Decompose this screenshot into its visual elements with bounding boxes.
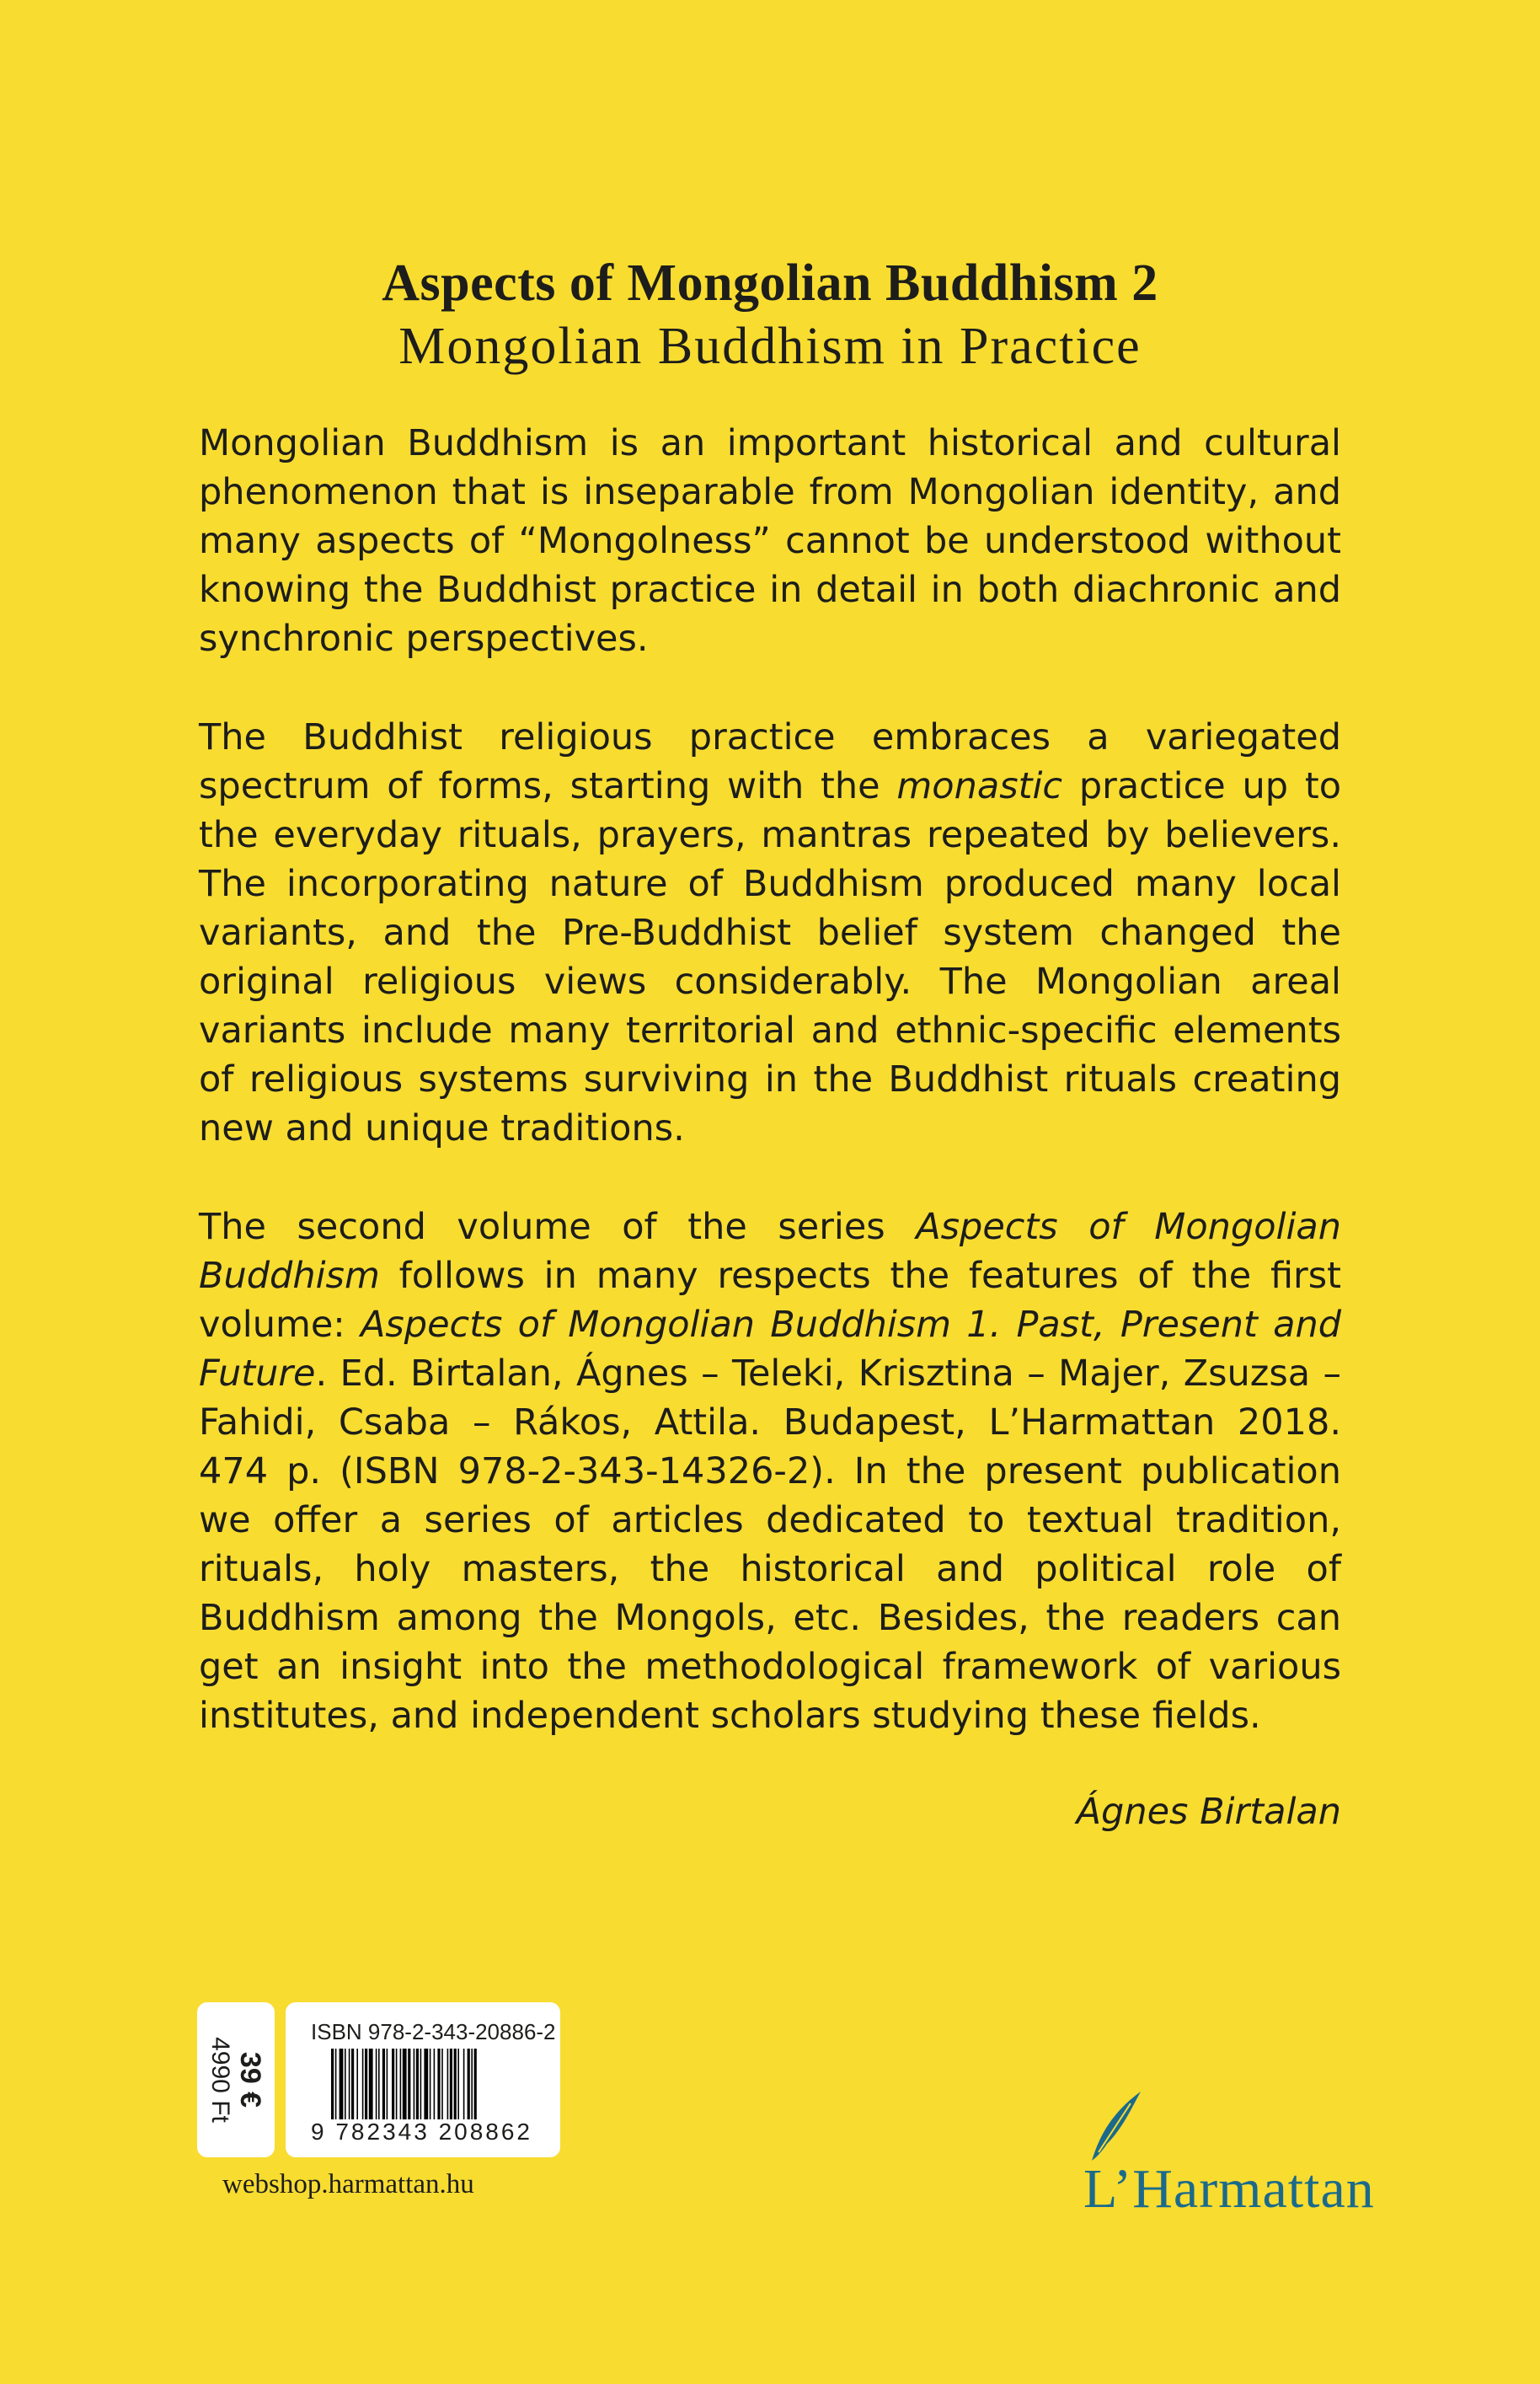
barcode-bar: [369, 2049, 373, 2119]
barcode-bar: [474, 2049, 477, 2119]
barcode-bar: [454, 2049, 457, 2119]
barcode-bar: [331, 2049, 334, 2119]
barcode-bar: [387, 2049, 388, 2119]
barcode-bar: [376, 2049, 377, 2119]
book-title: Aspects of Mongolian Buddhism 2: [382, 254, 1158, 312]
barcode-bar: [349, 2049, 350, 2119]
price-huf: 4990 Ft: [206, 2037, 234, 2123]
barcode-bar: [396, 2049, 398, 2119]
barcode-bar: [351, 2049, 354, 2119]
emphasis: monastic: [896, 765, 1063, 807]
series-title: Aspects of Mongolian Buddhism: [199, 1206, 1341, 1297]
barcode-bar: [424, 2049, 428, 2119]
text-span: . Ed. Birtalan, Ágnes – Teleki, Krisztina – Majer, Zsuzsa – Fahidi, Csaba – Rákos, Attila. Budapest, L’Harmattan 2018. 474 p. (ISBN 978-2-343-14326-2). In the present publication we offer a series of articles dedicated to textual tradition, rituals, holy masters, the historical and political role of Buddhism among the Mongols, etc. Besides, the readers can get an insight into the methodological framework of various institutes, and independent scholars studying these fields.: [199, 1353, 1341, 1737]
price-eur: 39 €: [234, 2051, 266, 2108]
first-volume-title: Aspects of Mongolian Buddhism 1. Past, Present and Future: [199, 1304, 1341, 1395]
blurb-paragraph-1: Mongolian Buddhism is an important historical and cultural phenomenon that is inseparable from Mongolian identity, and many aspects of “Mongolness” cannot be understood without knowing the Buddhist practice in detail in both diachronic and synchronic perspectives.: [199, 422, 1341, 660]
barcode-bar: [392, 2049, 394, 2119]
barcode-bar: [345, 2049, 346, 2119]
text-span: follows in many respects the features of the first volume:: [199, 1255, 1341, 1346]
barcode-bar: [447, 2049, 449, 2119]
barcode-bar: [434, 2049, 436, 2119]
barcode-bar: [356, 2049, 358, 2119]
barcode-bar: [335, 2049, 337, 2119]
book-subtitle: Mongolian Buddhism in Practice: [398, 318, 1142, 375]
barcode-bar: [408, 2049, 410, 2119]
webshop-url: webshop.harmattan.hu: [222, 2169, 474, 2199]
publisher-logo: L’Harmattan: [1083, 2158, 1375, 2220]
text-span: The second volume of the series: [199, 1206, 917, 1248]
isbn: ISBN 978-2-343-20886-2: [311, 2019, 556, 2044]
barcode-digits: 9 782343 208862: [311, 2119, 532, 2145]
barcode-bar: [441, 2049, 443, 2119]
barcode-bar: [457, 2049, 459, 2119]
price-label: [197, 2002, 275, 2157]
text-span: The Buddhist religious practice embraces a variegated spectrum of forms, starting with the: [199, 716, 1341, 807]
barcode-bar: [463, 2049, 465, 2119]
barcode-bar: [416, 2049, 419, 2119]
blurb-paragraph-2: [199, 713, 1341, 1153]
barcode-bar: [378, 2049, 380, 2119]
barcode-bar: [340, 2049, 344, 2119]
barcode-label: [286, 2002, 560, 2157]
barcode-bar: [362, 2049, 364, 2119]
blurb: [199, 419, 1341, 1740]
barcode-bar: [414, 2049, 415, 2119]
barcode-bar: [468, 2049, 470, 2119]
barcode-bar: [420, 2049, 422, 2119]
author-signature: Ágnes Birtalan: [1076, 1791, 1341, 1833]
text-span: practice up to the everyday rituals, prayers, mantras repeated by believers. The incorporating nature of Buddhism produced many local variants, and the Pre-Buddhist belief system changed the original religious views considerably. The Mongolian areal variants include many territorial and ethnic-specific elements of religious systems surviving in the Buddhist rituals creating new and unique traditions.: [199, 765, 1342, 1149]
barcode-bar: [403, 2049, 407, 2119]
barcode-bar: [382, 2049, 385, 2119]
barcode-bar: [450, 2049, 452, 2119]
barcode-bar: [471, 2049, 473, 2119]
barcode-bar: [400, 2049, 402, 2119]
price-rotated: [197, 2002, 275, 2157]
barcode: [331, 2049, 525, 2119]
blurb-paragraph-3: [199, 1203, 1341, 1740]
barcode-bar: [437, 2049, 440, 2119]
title-block: [0, 251, 1540, 378]
barcode-bar: [365, 2049, 367, 2119]
barcode-bar: [430, 2049, 431, 2119]
feather-icon: [1082, 2088, 1149, 2164]
